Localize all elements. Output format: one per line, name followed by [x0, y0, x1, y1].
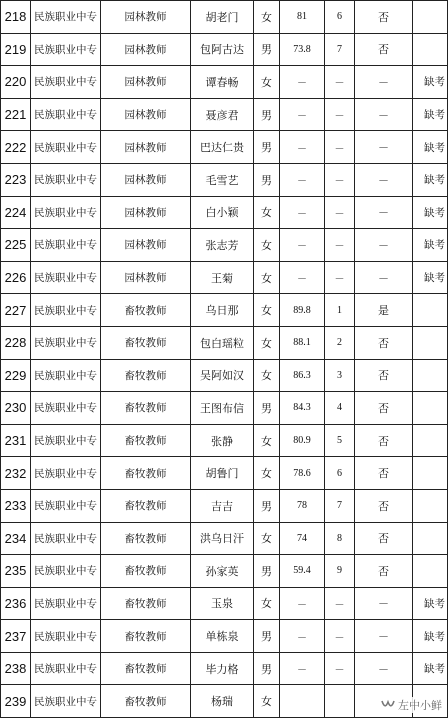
interview-cell: 否 — [355, 522, 413, 555]
rank-cell: 1 — [325, 294, 355, 327]
score-cell: 59.4 — [280, 555, 325, 588]
table-row — [1, 326, 448, 359]
school-cell: 民族职业中专 — [31, 294, 101, 327]
gender-cell: 男 — [254, 131, 280, 164]
watermark-text: 左中小鲜 — [398, 699, 442, 712]
rank-cell: － — [325, 163, 355, 196]
wechat-channel-icon — [380, 698, 396, 712]
position-cell: 园林教师 — [101, 131, 191, 164]
note-cell: 缺考 — [413, 131, 448, 164]
table-row — [1, 33, 448, 66]
row-number: 224 — [1, 196, 31, 229]
position-cell: 畜牧教师 — [101, 652, 191, 685]
position-cell: 畜牧教师 — [101, 522, 191, 555]
interview-cell: 否 — [355, 1, 413, 34]
rank-cell — [325, 685, 355, 718]
position-cell: 畜牧教师 — [101, 620, 191, 653]
school-cell: 民族职业中专 — [31, 620, 101, 653]
rank-cell: － — [325, 652, 355, 685]
row-number: 221 — [1, 98, 31, 131]
score-cell: 81 — [280, 1, 325, 34]
rank-cell: 9 — [325, 555, 355, 588]
rank-cell: 3 — [325, 359, 355, 392]
school-cell: 民族职业中专 — [31, 131, 101, 164]
score-cell: 80.9 — [280, 424, 325, 457]
interview-cell: － — [355, 66, 413, 99]
note-cell — [413, 555, 448, 588]
row-number: 236 — [1, 587, 31, 620]
position-cell: 园林教师 — [101, 1, 191, 34]
gender-cell: 女 — [254, 261, 280, 294]
gender-cell: 男 — [254, 392, 280, 425]
score-cell: － — [280, 66, 325, 99]
note-cell — [413, 1, 448, 34]
score-cell: － — [280, 229, 325, 262]
position-cell: 园林教师 — [101, 33, 191, 66]
position-cell: 畜牧教师 — [101, 555, 191, 588]
note-cell — [413, 33, 448, 66]
name-cell: 胡鲁门 — [191, 457, 254, 490]
table-row — [1, 294, 448, 327]
score-cell: 88.1 — [280, 326, 325, 359]
gender-cell: 女 — [254, 294, 280, 327]
school-cell: 民族职业中专 — [31, 229, 101, 262]
score-cell: － — [280, 652, 325, 685]
position-cell: 畜牧教师 — [101, 294, 191, 327]
interview-cell: 否 — [355, 424, 413, 457]
school-cell: 民族职业中专 — [31, 163, 101, 196]
gender-cell: 女 — [254, 587, 280, 620]
row-number: 235 — [1, 555, 31, 588]
rank-cell: 7 — [325, 33, 355, 66]
note-cell: 缺考 — [413, 163, 448, 196]
gender-cell: 男 — [254, 33, 280, 66]
position-cell: 园林教师 — [101, 261, 191, 294]
name-cell: 单栋泉 — [191, 620, 254, 653]
school-cell: 民族职业中专 — [31, 261, 101, 294]
gender-cell: 女 — [254, 196, 280, 229]
gender-cell: 男 — [254, 620, 280, 653]
row-number: 237 — [1, 620, 31, 653]
interview-cell: 否 — [355, 33, 413, 66]
gender-cell: 女 — [254, 424, 280, 457]
school-cell: 民族职业中专 — [31, 457, 101, 490]
interview-cell: 否 — [355, 457, 413, 490]
note-cell: 缺考 — [413, 98, 448, 131]
rank-cell: 7 — [325, 489, 355, 522]
table-row — [1, 555, 448, 588]
interview-cell: 否 — [355, 359, 413, 392]
interview-cell: － — [355, 620, 413, 653]
name-cell: 白小颖 — [191, 196, 254, 229]
gender-cell: 女 — [254, 359, 280, 392]
table-row — [1, 620, 448, 653]
note-cell — [413, 294, 448, 327]
score-cell: 89.8 — [280, 294, 325, 327]
gender-cell: 女 — [254, 522, 280, 555]
name-cell: 毛雪艺 — [191, 163, 254, 196]
table-row — [1, 261, 448, 294]
table-row — [1, 229, 448, 262]
name-cell: 玉泉 — [191, 587, 254, 620]
gender-cell: 女 — [254, 1, 280, 34]
rank-cell: － — [325, 620, 355, 653]
interview-cell: 否 — [355, 392, 413, 425]
gender-cell: 男 — [254, 555, 280, 588]
note-cell — [413, 457, 448, 490]
school-cell: 民族职业中专 — [31, 522, 101, 555]
position-cell: 园林教师 — [101, 229, 191, 262]
gender-cell: 女 — [254, 457, 280, 490]
score-cell: － — [280, 587, 325, 620]
gender-cell: 女 — [254, 685, 280, 718]
note-cell: 缺考 — [413, 196, 448, 229]
school-cell: 民族职业中专 — [31, 66, 101, 99]
position-cell: 畜牧教师 — [101, 392, 191, 425]
interview-cell: － — [355, 163, 413, 196]
row-number: 239 — [1, 685, 31, 718]
row-number: 234 — [1, 522, 31, 555]
note-cell: 缺考 — [413, 587, 448, 620]
note-cell — [413, 489, 448, 522]
position-cell: 畜牧教师 — [101, 326, 191, 359]
interview-cell: － — [355, 196, 413, 229]
position-cell: 畜牧教师 — [101, 424, 191, 457]
name-cell: 聂彦君 — [191, 98, 254, 131]
row-number: 230 — [1, 392, 31, 425]
gender-cell: 男 — [254, 489, 280, 522]
row-number: 238 — [1, 652, 31, 685]
position-cell: 畜牧教师 — [101, 587, 191, 620]
rank-cell: 6 — [325, 457, 355, 490]
table-row — [1, 424, 448, 457]
row-number: 218 — [1, 1, 31, 34]
table-row — [1, 359, 448, 392]
row-number: 228 — [1, 326, 31, 359]
score-cell: 78 — [280, 489, 325, 522]
school-cell: 民族职业中专 — [31, 359, 101, 392]
interview-cell: 否 — [355, 555, 413, 588]
position-cell: 畜牧教师 — [101, 359, 191, 392]
name-cell: 张静 — [191, 424, 254, 457]
rank-cell: 6 — [325, 1, 355, 34]
name-cell: 包白瑶粒 — [191, 326, 254, 359]
rank-cell: 2 — [325, 326, 355, 359]
row-number: 220 — [1, 66, 31, 99]
name-cell: 杨瑞 — [191, 685, 254, 718]
name-cell: 张志芳 — [191, 229, 254, 262]
table-row — [1, 587, 448, 620]
interview-cell: 是 — [355, 294, 413, 327]
gender-cell: 女 — [254, 66, 280, 99]
interview-cell: － — [355, 652, 413, 685]
rank-cell: － — [325, 229, 355, 262]
note-cell — [413, 522, 448, 555]
table-row — [1, 652, 448, 685]
row-number: 223 — [1, 163, 31, 196]
table-row — [1, 522, 448, 555]
school-cell: 民族职业中专 — [31, 1, 101, 34]
note-cell: 缺考 — [413, 261, 448, 294]
gender-cell: 男 — [254, 163, 280, 196]
score-cell: 73.8 — [280, 33, 325, 66]
table-row — [1, 66, 448, 99]
position-cell: 畜牧教师 — [101, 457, 191, 490]
name-cell: 毕力格 — [191, 652, 254, 685]
gender-cell: 男 — [254, 98, 280, 131]
note-cell: 缺考 — [413, 620, 448, 653]
position-cell: 园林教师 — [101, 163, 191, 196]
score-cell — [280, 685, 325, 718]
school-cell: 民族职业中专 — [31, 392, 101, 425]
note-cell — [413, 392, 448, 425]
position-cell: 园林教师 — [101, 98, 191, 131]
name-cell: 孙家英 — [191, 555, 254, 588]
school-cell: 民族职业中专 — [31, 424, 101, 457]
note-cell — [413, 424, 448, 457]
rank-cell: － — [325, 587, 355, 620]
school-cell: 民族职业中专 — [31, 555, 101, 588]
score-cell: － — [280, 620, 325, 653]
interview-cell: － — [355, 261, 413, 294]
name-cell: 乌日那 — [191, 294, 254, 327]
interview-cell: － — [355, 587, 413, 620]
position-cell: 畜牧教师 — [101, 489, 191, 522]
table-row — [1, 131, 448, 164]
school-cell: 民族职业中专 — [31, 587, 101, 620]
interview-cell: － — [355, 98, 413, 131]
score-cell: 84.3 — [280, 392, 325, 425]
name-cell: 王菊 — [191, 261, 254, 294]
position-cell: 园林教师 — [101, 196, 191, 229]
note-cell: 缺考 — [413, 652, 448, 685]
score-cell: － — [280, 163, 325, 196]
school-cell: 民族职业中专 — [31, 98, 101, 131]
score-cell: 86.3 — [280, 359, 325, 392]
table-row — [1, 392, 448, 425]
score-cell: － — [280, 98, 325, 131]
row-number: 225 — [1, 229, 31, 262]
row-number: 231 — [1, 424, 31, 457]
row-number: 222 — [1, 131, 31, 164]
table-row — [1, 1, 448, 34]
note-cell: 缺考 — [413, 229, 448, 262]
note-cell — [413, 326, 448, 359]
row-number: 227 — [1, 294, 31, 327]
score-cell: － — [280, 131, 325, 164]
position-cell: 园林教师 — [101, 66, 191, 99]
interview-cell: 否 — [355, 489, 413, 522]
rank-cell: 5 — [325, 424, 355, 457]
rank-cell: － — [325, 196, 355, 229]
name-cell: 包阿古达 — [191, 33, 254, 66]
name-cell: 洪乌日汗 — [191, 522, 254, 555]
name-cell: 巴达仁贵 — [191, 131, 254, 164]
score-cell: － — [280, 261, 325, 294]
position-cell: 畜牧教师 — [101, 685, 191, 718]
name-cell: 吴阿如汉 — [191, 359, 254, 392]
name-cell: 王图布信 — [191, 392, 254, 425]
note-cell — [413, 359, 448, 392]
table-row — [1, 489, 448, 522]
row-number: 229 — [1, 359, 31, 392]
interview-cell: － — [355, 131, 413, 164]
school-cell: 民族职业中专 — [31, 652, 101, 685]
row-number: 226 — [1, 261, 31, 294]
rank-cell: 4 — [325, 392, 355, 425]
school-cell: 民族职业中专 — [31, 326, 101, 359]
row-number: 233 — [1, 489, 31, 522]
watermark — [378, 697, 444, 713]
gender-cell: 女 — [254, 326, 280, 359]
table-row — [1, 98, 448, 131]
table-row — [1, 196, 448, 229]
name-cell: 谭春畅 — [191, 66, 254, 99]
interview-cell: － — [355, 229, 413, 262]
school-cell: 民族职业中专 — [31, 685, 101, 718]
table-row — [1, 457, 448, 490]
score-cell: 78.6 — [280, 457, 325, 490]
table-row — [1, 163, 448, 196]
gender-cell: 女 — [254, 229, 280, 262]
rank-cell: － — [325, 98, 355, 131]
name-cell: 吉吉 — [191, 489, 254, 522]
school-cell: 民族职业中专 — [31, 489, 101, 522]
school-cell: 民族职业中专 — [31, 196, 101, 229]
row-number: 219 — [1, 33, 31, 66]
score-cell: 74 — [280, 522, 325, 555]
school-cell: 民族职业中专 — [31, 33, 101, 66]
name-cell: 胡老门 — [191, 1, 254, 34]
rank-cell: － — [325, 131, 355, 164]
rank-cell: 8 — [325, 522, 355, 555]
row-number: 232 — [1, 457, 31, 490]
gender-cell: 男 — [254, 652, 280, 685]
rank-cell: － — [325, 66, 355, 99]
interview-cell: 否 — [355, 326, 413, 359]
note-cell: 缺考 — [413, 66, 448, 99]
score-cell: － — [280, 196, 325, 229]
rank-cell: － — [325, 261, 355, 294]
